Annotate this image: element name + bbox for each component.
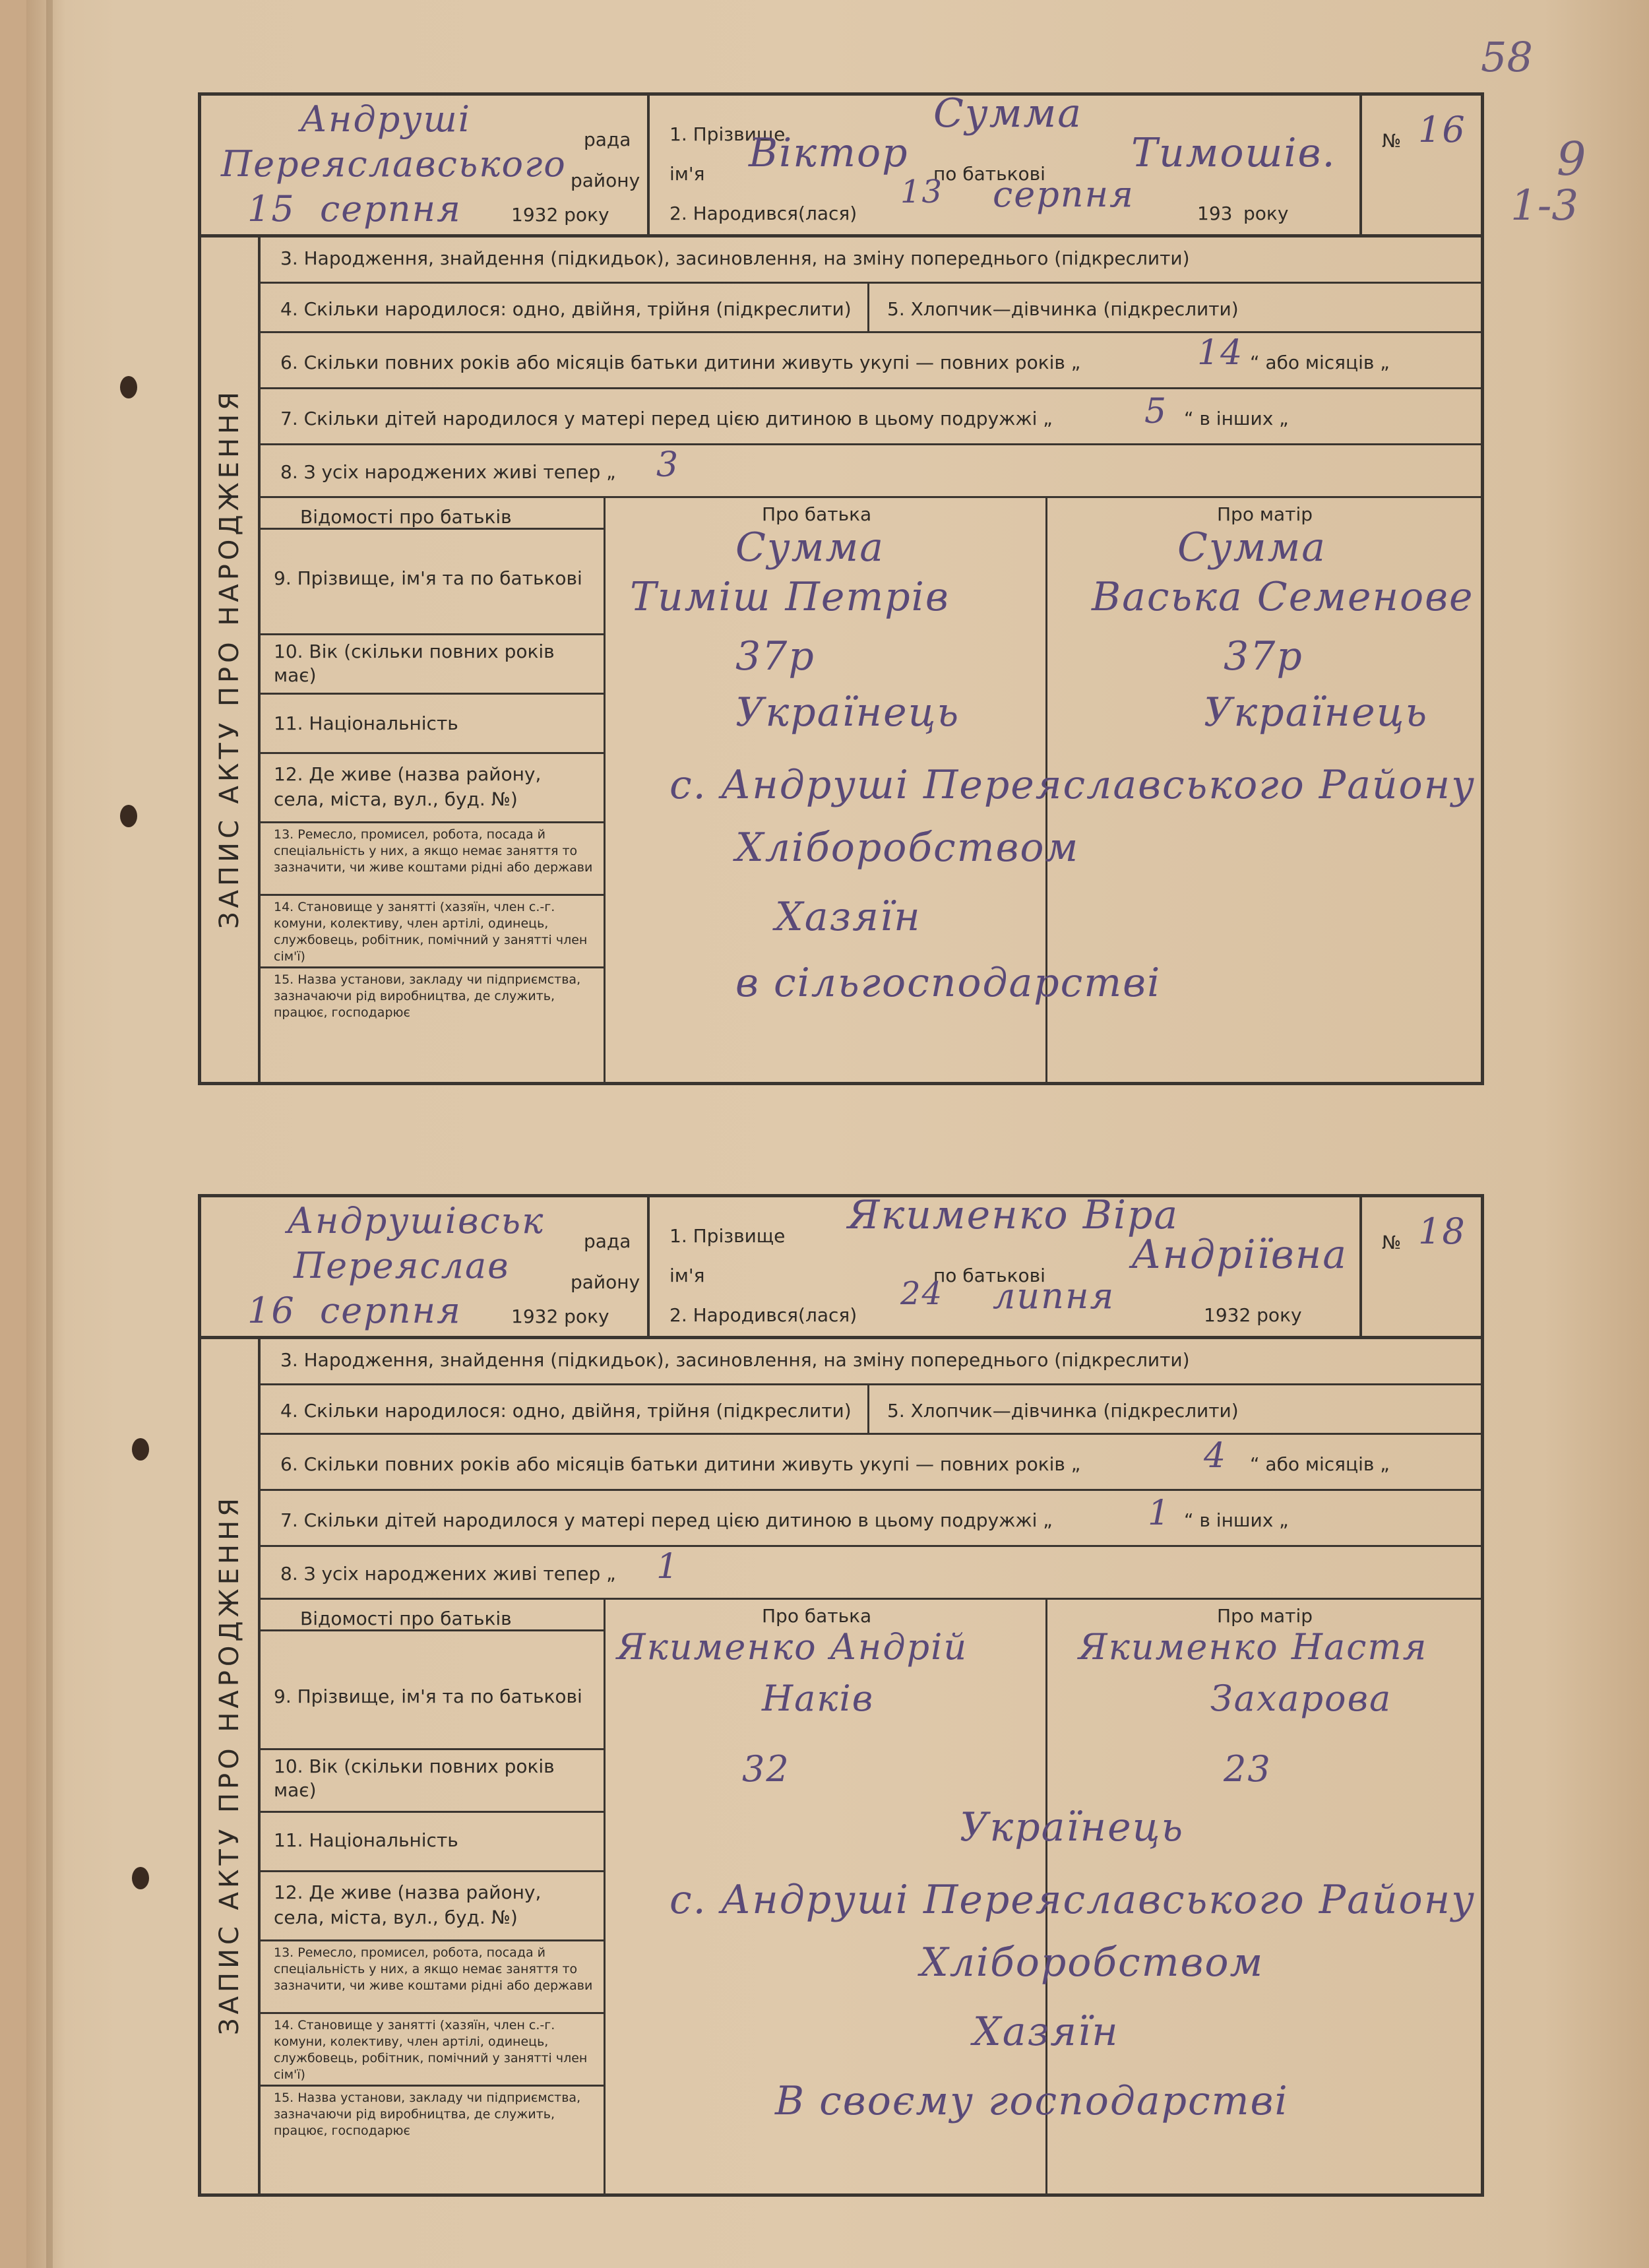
label-surname: 1. Прізвище	[669, 123, 786, 145]
label-year: 1932 року	[511, 1306, 609, 1327]
hw-alive-now: 1	[656, 1547, 680, 1587]
label-surname: 1. Прізвище	[669, 1225, 786, 1247]
row-q3	[261, 1336, 1481, 1385]
hw-rada: Андрушівськ	[287, 1200, 545, 1242]
hw-father-name-1: Якименко Андрій	[617, 1626, 968, 1668]
label-q3: 3. Народження, знайдення (підкидьок), засиновлення, на зміну попереднього (підкреслити)	[280, 247, 1190, 269]
parents-table	[261, 1600, 1481, 2193]
label-q5: 5. Хлопчик—дівчинка (підкреслити)	[887, 298, 1239, 320]
hw-mother-name-1: Сумма	[1177, 524, 1326, 571]
row-q6	[261, 333, 1481, 389]
hw-father-name-1: Сумма	[735, 524, 885, 571]
label-q12: 12. Де живе (назва району, села, міста, вул., буд. №)	[274, 763, 542, 810]
hw-date-month: серпня	[320, 188, 462, 230]
label-father: Про батька	[762, 503, 872, 525]
label-q11: 11. Національність	[274, 1829, 458, 1851]
hw-date-day: 16	[247, 1290, 296, 1331]
row-q3	[261, 234, 1481, 284]
label-raion: району	[571, 1271, 640, 1293]
label-q6b: “ або місяців „	[1250, 352, 1390, 373]
hw-father-age: 32	[742, 1748, 790, 1790]
hw-alive-now: 3	[656, 445, 680, 485]
hw-address: с. Андруші Переяславського Району	[669, 762, 1476, 808]
label-q7b: “ в інших „	[1184, 408, 1289, 429]
label-q15: 15. Назва установи, закладу чи підприємства, зазначаючи рід виробництва, де служить, працює, господарює	[274, 972, 581, 1020]
row-q6	[261, 1435, 1481, 1491]
label-no: №	[1382, 130, 1402, 152]
label-roku: року	[1243, 203, 1289, 224]
label-born: 2. Народився(лася)	[669, 203, 857, 224]
label-q7: 7. Скільки дітей народилося у матері перед цією дитиною в цьому подружжі „	[280, 408, 1053, 429]
hw-mother-nat: Українець	[1204, 689, 1429, 736]
hw-workplace: В своєму господарстві	[775, 2078, 1289, 2124]
hw-children-before: 1	[1148, 1494, 1171, 1533]
hw-children-before: 5	[1144, 392, 1168, 431]
label-q14: 14. Становище у занятті (хазяїн, член с.-г. комуни, колективу, член артілі, одинець, службовець, робітник, помічний у занятті член сім'ї)	[274, 2018, 588, 2082]
hw-position: Хазяїн	[973, 2009, 1119, 2055]
hw-children-years: 4	[1204, 1436, 1228, 1476]
binding-hole	[132, 1438, 149, 1461]
hw-patronymic: Андріївна	[1131, 1232, 1348, 1278]
parents-table	[261, 498, 1481, 1082]
label-q8: 8. З усіх народжених живі тепер „	[280, 1563, 616, 1585]
label-q6b: “ або місяців „	[1250, 1453, 1390, 1475]
label-q10: 10. Вік (скільки повних років має)	[274, 641, 555, 686]
label-rada: рада	[584, 129, 631, 150]
label-parents: Відомості про батьків	[300, 506, 512, 528]
row-q7	[261, 1491, 1481, 1547]
hw-raion: Переяслав	[294, 1245, 510, 1286]
label-q9: 9. Прізвище, ім'я та по батькові	[274, 1685, 582, 1707]
hw-father-name-2: Наків	[762, 1678, 875, 1719]
hw-number: 16	[1418, 109, 1466, 150]
hw-mother-age: 23	[1224, 1748, 1272, 1790]
row-q4	[261, 284, 1481, 333]
hw-born-day: 24	[900, 1275, 944, 1312]
label-q8: 8. З усіх народжених живі тепер „	[280, 461, 616, 483]
label-q5: 5. Хлопчик—дівчинка (підкреслити)	[887, 1400, 1239, 1422]
hw-surname: Якименко Віра	[848, 1192, 1179, 1238]
hw-born-month: серпня	[993, 173, 1135, 215]
label-q4: 4. Скільки народилося: одно, двійня, трійня (підкреслити)	[280, 1400, 852, 1422]
binding-hole	[120, 376, 137, 398]
hw-mother-name-2: Захарова	[1210, 1678, 1392, 1719]
label-q9: 9. Прізвище, ім'я та по батькові	[274, 567, 582, 589]
label-raion: району	[571, 170, 640, 191]
binding-hole	[120, 805, 137, 827]
page-fold	[46, 0, 53, 2268]
label-q13: 13. Ремесло, промисел, робота, посада й спеціальність у них, а якщо немає заняття то зазначити, чи живе коштами рідні або держави	[274, 827, 593, 875]
label-q4: 4. Скільки народилося: одно, двійня, трійня (підкреслити)	[280, 298, 852, 320]
registry-cell	[201, 96, 650, 234]
record-header	[201, 1192, 1481, 1339]
label-q11: 11. Національність	[274, 712, 458, 734]
record-grid	[261, 234, 1481, 1082]
record-sidebar	[201, 1336, 261, 2193]
label-q15: 15. Назва установи, закладу чи підприємства, зазначаючи рід виробництва, де служить, працює, господарює	[274, 2091, 581, 2138]
label-patronymic: по батькові	[933, 163, 1045, 185]
hw-mother-age: 37р	[1224, 633, 1303, 679]
label-q10: 10. Вік (скільки повних років має)	[274, 1755, 555, 1801]
hw-mother-name-2: Васька Семенове	[1092, 574, 1474, 620]
hw-nationality: Українець	[960, 1804, 1185, 1850]
hw-father-age: 37р	[735, 633, 815, 679]
hw-patronymic: Тимошів.	[1131, 130, 1336, 176]
hw-workplace: в сільгосподарстві	[735, 960, 1162, 1006]
hw-rada: Андруші	[300, 98, 472, 140]
label-q13: 13. Ремесло, промисел, робота, посада й спеціальність у них, а якщо немає заняття то зазначити, чи живе коштами рідні або держави	[274, 1945, 593, 1993]
hw-occupation: Хліборобством	[920, 1939, 1264, 1986]
sidebar-title: ЗАПИС АКТУ ПРО НАРОДЖЕННЯ	[214, 387, 245, 929]
label-year: 1932 року	[511, 204, 609, 226]
child-cell	[650, 1192, 1362, 1336]
hw-children-years: 14	[1197, 333, 1244, 373]
label-patronymic: по батькові	[933, 1265, 1045, 1286]
hw-born-month: липня	[993, 1275, 1115, 1317]
label-q6: 6. Скільки повних років або місяців батьки дитини живуть укупі — повних років „	[280, 352, 1081, 373]
hw-raion: Переяславського	[221, 143, 567, 185]
label-born: 2. Народився(лася)	[669, 1304, 857, 1326]
hw-number: 18	[1418, 1211, 1466, 1252]
row-q7	[261, 389, 1481, 445]
label-name: ім'я	[669, 163, 705, 185]
label-q14: 14. Становище у занятті (хазяїн, член с.-г. комуни, колективу, член артілі, одинець, службовець, робітник, помічний у занятті член сім'ї)	[274, 900, 588, 964]
label-q7: 7. Скільки дітей народилося у матері перед цією дитиною в цьому подружжі „	[280, 1509, 1053, 1531]
hw-date-month: серпня	[320, 1290, 462, 1331]
registry-cell	[201, 1197, 650, 1336]
margin-code: 1-3	[1510, 181, 1579, 230]
page-number: 58	[1481, 33, 1533, 81]
hw-address: с. Андруші Переяславського Району	[669, 1877, 1476, 1923]
label-year-roku: 1932 року	[1204, 1304, 1302, 1326]
hw-name: Віктор	[749, 130, 909, 176]
hw-occupation: Хліборобством	[735, 825, 1080, 871]
label-born-year: 193	[1197, 203, 1233, 224]
label-rada: рада	[584, 1230, 631, 1252]
row-q4	[261, 1385, 1481, 1435]
hw-mother-name-1: Якименко Настя	[1078, 1626, 1428, 1668]
label-no: №	[1382, 1232, 1402, 1253]
label-q6: 6. Скільки повних років або місяців батьки дитини живуть укупі — повних років „	[280, 1453, 1081, 1475]
record-grid	[261, 1336, 1481, 2193]
label-parents: Відомості про батьків	[300, 1608, 512, 1629]
binding-hole	[132, 1867, 149, 1889]
hw-father-name-2: Тиміш Петрів	[630, 574, 950, 620]
birth-record-1	[198, 92, 1484, 1085]
label-q12: 12. Де живе (назва району, села, міста, вул., буд. №)	[274, 1881, 542, 1928]
hw-date-day: 15	[247, 188, 296, 230]
hw-father-nat: Українець	[735, 689, 960, 736]
hw-surname: Сумма	[933, 90, 1082, 137]
margin-note: 9	[1557, 132, 1586, 186]
label-name: ім'я	[669, 1265, 705, 1286]
sidebar-title: ЗАПИС АКТУ ПРО НАРОДЖЕННЯ	[214, 1494, 245, 2035]
hw-born-day: 13	[900, 173, 944, 210]
row-q8	[261, 1547, 1481, 1600]
record-sidebar	[201, 234, 261, 1082]
label-q3: 3. Народження, знайдення (підкидьок), засиновлення, на зміну попереднього (підкреслити)	[280, 1349, 1190, 1371]
birth-record-2	[198, 1194, 1484, 2197]
child-cell	[650, 90, 1362, 234]
label-father: Про батька	[762, 1605, 872, 1627]
hw-position: Хазяїн	[775, 894, 921, 940]
label-mother: Про матір	[1217, 503, 1313, 525]
label-q7b: “ в інших „	[1184, 1509, 1289, 1531]
label-mother: Про матір	[1217, 1605, 1313, 1627]
row-q8	[261, 445, 1481, 498]
record-header	[201, 90, 1481, 237]
